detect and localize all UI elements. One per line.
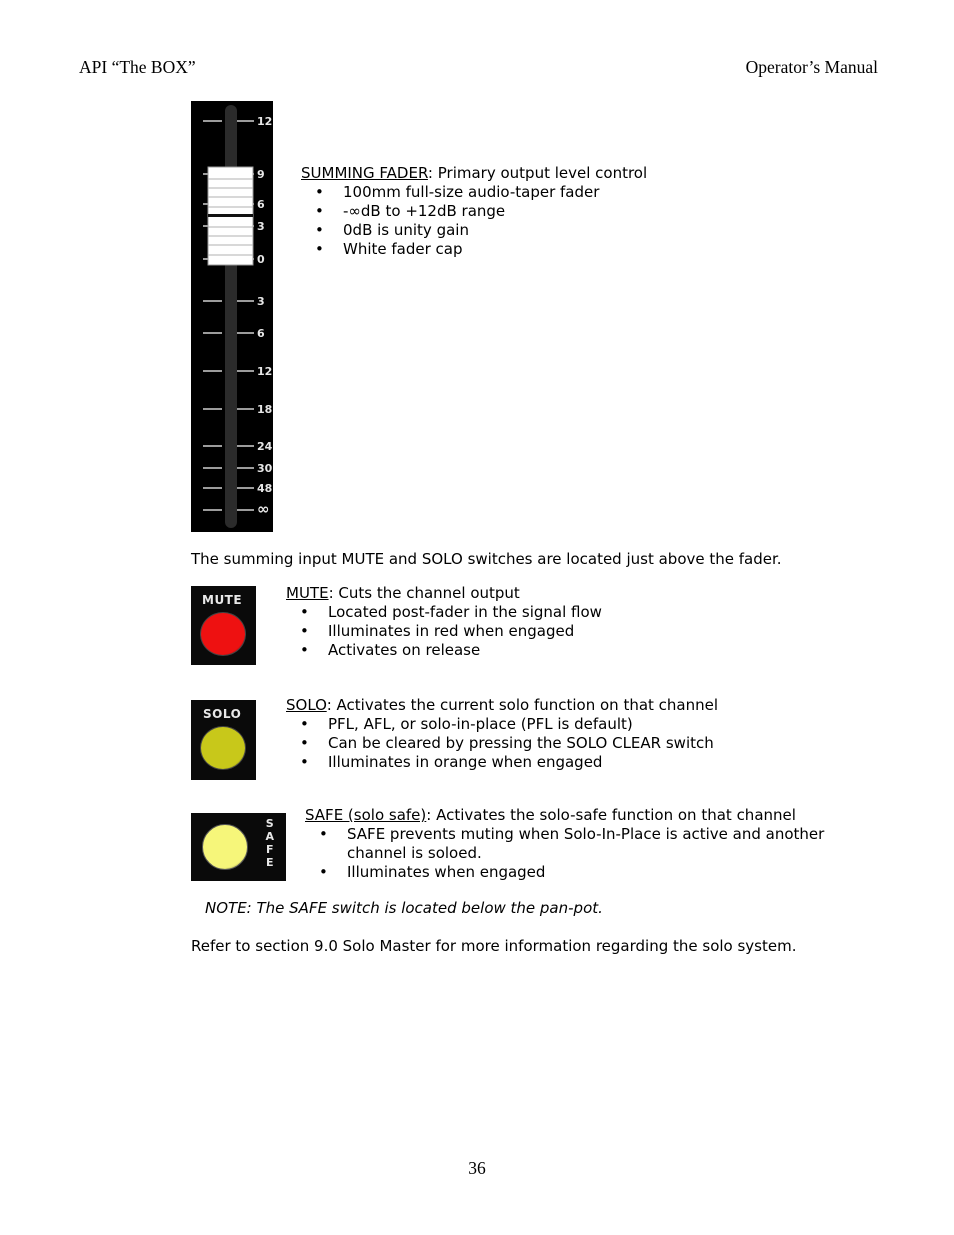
solo-button-label: SOLO	[203, 707, 242, 721]
fader-title: SUMMING FADER	[301, 164, 428, 182]
mute-description	[286, 584, 602, 660]
solo-title-suffix: : Activates the current solo function on that channel	[326, 696, 719, 714]
mute-title-suffix: : Cuts the channel output	[328, 584, 520, 602]
safe-bullet-1-text: SAFE prevents muting when Solo-In-Place is active and another	[347, 825, 825, 843]
safe-bullet-list	[305, 825, 824, 882]
fader-scale-label: 12	[257, 365, 273, 378]
safe-note: NOTE: The SAFE switch is located below the pan-pot.	[205, 899, 603, 917]
safe-button-image	[191, 813, 286, 881]
fader-scale-label: ∞	[257, 500, 270, 518]
list-item: • 100mm full-size audio-taper fader	[301, 183, 647, 202]
fader-scale-label: 6	[257, 327, 265, 340]
solo-bullet-list	[286, 715, 718, 772]
solo-title: SOLO	[286, 696, 327, 714]
safe-label-letter: E	[265, 856, 274, 869]
fader-title-suffix: : Primary output level control	[427, 164, 648, 182]
list-item: • Located post-fader in the signal flow	[286, 603, 602, 622]
mute-title: MUTE	[286, 584, 329, 602]
page-number: 36	[468, 1158, 486, 1178]
mute-led-icon	[200, 612, 246, 656]
safe-bullet-1-continuation: channel is soloed.	[347, 844, 482, 862]
safe-title: SAFE (solo safe)	[305, 806, 427, 824]
solo-description	[286, 696, 718, 772]
safe-led-icon	[202, 824, 248, 870]
mute-bullet-list	[286, 603, 602, 660]
safe-title-suffix: : Activates the solo-safe function on that channel	[426, 806, 796, 824]
header-title: API “The BOX”	[79, 57, 196, 77]
fader-scale-label: 3	[257, 220, 265, 233]
fader-bullet-list	[301, 183, 647, 259]
list-item: • Illuminates in orange when engaged	[286, 753, 718, 772]
list-item: • Illuminates when engaged	[305, 863, 824, 882]
list-item: • Illuminates in red when engaged	[286, 622, 602, 641]
mute-button-image	[191, 586, 256, 665]
list-item: • Activates on release	[286, 641, 602, 660]
fader-scale-label: 12	[257, 115, 273, 128]
solo-led-icon	[200, 726, 246, 770]
list-item: • 0dB is unity gain	[301, 221, 647, 240]
intro-paragraph: The summing input MUTE and SOLO switches are located just above the fader.	[191, 550, 782, 568]
fader-scale-label: 9	[257, 168, 265, 181]
fader-image	[191, 101, 273, 532]
fader-scale-label: 24	[257, 440, 273, 453]
list-item	[305, 825, 824, 863]
refer-paragraph: Refer to section 9.0 Solo Master for more information regarding the solo system.	[191, 937, 797, 955]
fader-scale-label: 48	[257, 482, 273, 495]
fader-scale-label: 30	[257, 462, 273, 475]
list-item: • -∞dB to +12dB range	[301, 202, 647, 221]
fader-scale-label: 18	[257, 403, 273, 416]
fader-scale-label: 0	[257, 253, 265, 266]
solo-button-image	[191, 700, 256, 780]
safe-button-label	[264, 817, 276, 869]
fader-drawing	[191, 101, 273, 532]
safe-description	[305, 806, 824, 882]
fader-description	[301, 164, 647, 259]
fader-scale-label: 3	[257, 295, 265, 308]
fader-scale-label: 6	[257, 198, 265, 211]
mute-button-label: MUTE	[202, 593, 243, 607]
list-item: • White fader cap	[301, 240, 647, 259]
safe-label-letter: A	[265, 830, 275, 843]
safe-label-letter: S	[265, 817, 275, 830]
header-manual-name: Operator’s Manual	[745, 57, 878, 77]
list-item: • Can be cleared by pressing the SOLO CLEAR switch	[286, 734, 718, 753]
list-item: • PFL, AFL, or solo-in-place (PFL is default)	[286, 715, 718, 734]
safe-label-letter: F	[265, 843, 274, 856]
